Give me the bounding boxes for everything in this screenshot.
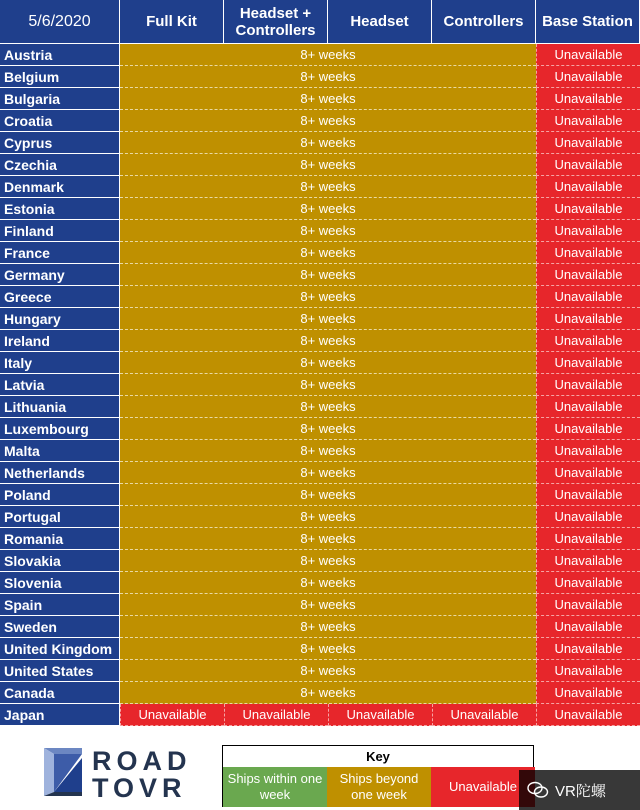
key-ships-within-week: Ships within one week xyxy=(223,767,327,807)
col-header-headset: Headset xyxy=(328,0,432,44)
country-cyprus: Cyprus xyxy=(0,132,120,154)
country-estonia: Estonia xyxy=(0,198,120,220)
shipping-status-canada: 8+ weeks xyxy=(120,682,536,704)
wechat-icon xyxy=(527,781,549,799)
country-slovakia: Slovakia xyxy=(0,550,120,572)
road-to-vr-logo xyxy=(38,744,192,804)
base-station-status-germany: Unavailable xyxy=(536,264,640,286)
base-station-status-sweden: Unavailable xyxy=(536,616,640,638)
base-station-status-canada: Unavailable xyxy=(536,682,640,704)
watermark xyxy=(519,770,640,810)
base-station-status-netherlands: Unavailable xyxy=(536,462,640,484)
country-romania: Romania xyxy=(0,528,120,550)
base-station-status-slovakia: Unavailable xyxy=(536,550,640,572)
country-italy: Italy xyxy=(0,352,120,374)
shipping-status-bulgaria: 8+ weeks xyxy=(120,88,536,110)
japan-status-base-station: Unavailable xyxy=(536,704,640,726)
shipping-status-italy: 8+ weeks xyxy=(120,352,536,374)
base-station-status-poland: Unavailable xyxy=(536,484,640,506)
japan-status-controllers: Unavailable xyxy=(432,704,536,726)
shipping-status-france: 8+ weeks xyxy=(120,242,536,264)
col-header-base-station: Base Station xyxy=(536,0,640,44)
japan-status-headset-controllers: Unavailable xyxy=(224,704,328,726)
logo-word-road: ROAD xyxy=(92,746,192,776)
shipping-status-greece: 8+ weeks xyxy=(120,286,536,308)
shipping-status-cyprus: 8+ weeks xyxy=(120,132,536,154)
watermark-text: VR陀螺 xyxy=(555,782,606,800)
base-station-status-united-states: Unavailable xyxy=(536,660,640,682)
base-station-status-finland: Unavailable xyxy=(536,220,640,242)
road-to-vr-logo-icon xyxy=(38,744,86,800)
shipping-status-united-kingdom: 8+ weeks xyxy=(120,638,536,660)
base-station-status-bulgaria: Unavailable xyxy=(536,88,640,110)
shipping-status-latvia: 8+ weeks xyxy=(120,374,536,396)
footer xyxy=(0,726,640,810)
japan-status-full-kit: Unavailable xyxy=(120,704,224,726)
shipping-status-slovenia: 8+ weeks xyxy=(120,572,536,594)
country-portugal: Portugal xyxy=(0,506,120,528)
shipping-status-poland: 8+ weeks xyxy=(120,484,536,506)
shipping-status-croatia: 8+ weeks xyxy=(120,110,536,132)
country-netherlands: Netherlands xyxy=(0,462,120,484)
base-station-status-luxembourg: Unavailable xyxy=(536,418,640,440)
base-station-status-hungary: Unavailable xyxy=(536,308,640,330)
country-denmark: Denmark xyxy=(0,176,120,198)
base-station-status-cyprus: Unavailable xyxy=(536,132,640,154)
col-header-full-kit: Full Kit xyxy=(120,0,224,44)
logo-word-tovr: TOVR xyxy=(92,773,187,803)
country-canada: Canada xyxy=(0,682,120,704)
shipping-status-luxembourg: 8+ weeks xyxy=(120,418,536,440)
shipping-status-portugal: 8+ weeks xyxy=(120,506,536,528)
shipping-status-united-states: 8+ weeks xyxy=(120,660,536,682)
country-latvia: Latvia xyxy=(0,374,120,396)
country-france: France xyxy=(0,242,120,264)
country-hungary: Hungary xyxy=(0,308,120,330)
base-station-status-romania: Unavailable xyxy=(536,528,640,550)
country-sweden: Sweden xyxy=(0,616,120,638)
shipping-status-belgium: 8+ weeks xyxy=(120,66,536,88)
country-japan: Japan xyxy=(0,704,120,726)
country-belgium: Belgium xyxy=(0,66,120,88)
base-station-status-slovenia: Unavailable xyxy=(536,572,640,594)
shipping-status-estonia: 8+ weeks xyxy=(120,198,536,220)
shipping-status-lithuania: 8+ weeks xyxy=(120,396,536,418)
country-greece: Greece xyxy=(0,286,120,308)
shipping-status-spain: 8+ weeks xyxy=(120,594,536,616)
key-unavailable: Unavailable xyxy=(431,767,535,807)
country-poland: Poland xyxy=(0,484,120,506)
shipping-status-slovakia: 8+ weeks xyxy=(120,550,536,572)
shipping-status-romania: 8+ weeks xyxy=(120,528,536,550)
base-station-status-belgium: Unavailable xyxy=(536,66,640,88)
shipping-status-germany: 8+ weeks xyxy=(120,264,536,286)
base-station-status-lithuania: Unavailable xyxy=(536,396,640,418)
base-station-status-estonia: Unavailable xyxy=(536,198,640,220)
shipping-status-hungary: 8+ weeks xyxy=(120,308,536,330)
key-ships-beyond-week: Ships beyond one week xyxy=(327,767,431,807)
base-station-status-france: Unavailable xyxy=(536,242,640,264)
base-station-status-denmark: Unavailable xyxy=(536,176,640,198)
base-station-status-united-kingdom: Unavailable xyxy=(536,638,640,660)
shipping-status-ireland: 8+ weeks xyxy=(120,330,536,352)
country-bulgaria: Bulgaria xyxy=(0,88,120,110)
country-luxembourg: Luxembourg xyxy=(0,418,120,440)
japan-status-headset: Unavailable xyxy=(328,704,432,726)
country-spain: Spain xyxy=(0,594,120,616)
country-croatia: Croatia xyxy=(0,110,120,132)
country-finland: Finland xyxy=(0,220,120,242)
base-station-status-croatia: Unavailable xyxy=(536,110,640,132)
country-czechia: Czechia xyxy=(0,154,120,176)
col-header-controllers: Controllers xyxy=(432,0,536,44)
shipping-status-netherlands: 8+ weeks xyxy=(120,462,536,484)
base-station-status-czechia: Unavailable xyxy=(536,154,640,176)
base-station-status-italy: Unavailable xyxy=(536,352,640,374)
country-ireland: Ireland xyxy=(0,330,120,352)
shipping-status-czechia: 8+ weeks xyxy=(120,154,536,176)
legend-key xyxy=(222,745,534,807)
base-station-status-ireland: Unavailable xyxy=(536,330,640,352)
base-station-status-austria: Unavailable xyxy=(536,44,640,66)
base-station-status-malta: Unavailable xyxy=(536,440,640,462)
col-header-headset-controllers: Headset + Controllers xyxy=(224,0,328,44)
base-station-status-latvia: Unavailable xyxy=(536,374,640,396)
country-germany: Germany xyxy=(0,264,120,286)
country-austria: Austria xyxy=(0,44,120,66)
key-title: Key xyxy=(366,748,390,764)
base-station-status-spain: Unavailable xyxy=(536,594,640,616)
date-header: 5/6/2020 xyxy=(0,0,120,44)
shipping-status-malta: 8+ weeks xyxy=(120,440,536,462)
country-united-kingdom: United Kingdom xyxy=(0,638,120,660)
shipping-status-sweden: 8+ weeks xyxy=(120,616,536,638)
country-united-states: United States xyxy=(0,660,120,682)
base-station-status-portugal: Unavailable xyxy=(536,506,640,528)
shipping-status-denmark: 8+ weeks xyxy=(120,176,536,198)
country-slovenia: Slovenia xyxy=(0,572,120,594)
country-malta: Malta xyxy=(0,440,120,462)
base-station-status-greece: Unavailable xyxy=(536,286,640,308)
shipping-status-austria: 8+ weeks xyxy=(120,44,536,66)
shipping-status-finland: 8+ weeks xyxy=(120,220,536,242)
country-lithuania: Lithuania xyxy=(0,396,120,418)
